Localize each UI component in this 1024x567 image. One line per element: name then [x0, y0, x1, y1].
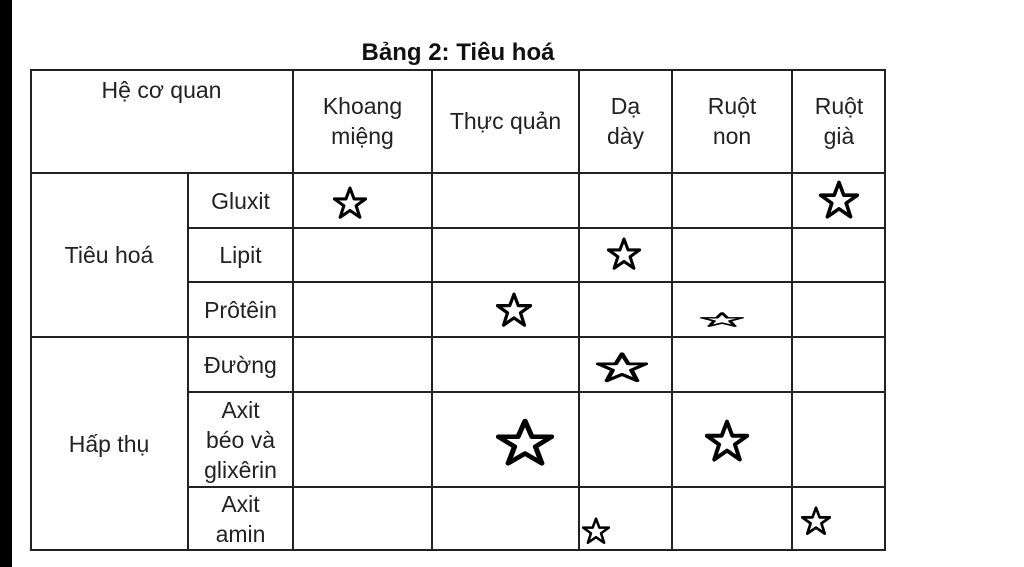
col-khoang-mieng: Khoang miệng	[322, 93, 403, 149]
star-icon	[582, 517, 610, 545]
border-top	[30, 69, 886, 71]
col-ruot-gia: Ruột già	[814, 93, 864, 149]
star-icon	[496, 418, 554, 467]
group-hap-thu: Hấp thụ	[68, 431, 150, 457]
row-duong: Đường	[204, 351, 277, 378]
group-tieu-hoa: Tiêu hoá	[64, 242, 154, 268]
border-bottom	[30, 549, 886, 551]
star-icon	[333, 186, 367, 220]
star-icon	[700, 312, 744, 327]
star-icon	[496, 292, 532, 328]
row-axit-beo: Axit béo và glixêrin	[204, 396, 277, 483]
star-icon	[705, 419, 749, 463]
col-thuc-quan: Thực quản	[449, 108, 562, 134]
star-icon	[801, 506, 831, 536]
rule-col	[671, 69, 673, 551]
row-gluxit: Gluxit	[211, 187, 270, 214]
rule-group	[30, 336, 886, 338]
col-ruot-non: Ruột non	[707, 93, 757, 149]
digestion-table	[30, 69, 886, 551]
row-lipit: Lipit	[219, 242, 262, 268]
col-da-day: Dạ dày	[606, 93, 645, 149]
table-title: Bảng 2: Tiêu hoá	[361, 39, 555, 66]
left-edge-bar	[0, 0, 12, 567]
rule-col	[791, 69, 793, 551]
star-icon	[819, 180, 859, 220]
row-axit-amin: Axit amin	[215, 491, 266, 547]
border-left	[30, 69, 32, 551]
row-protein: Prôtêin	[204, 296, 277, 323]
rule-col	[187, 173, 189, 551]
header-system: Hệ cơ quan	[101, 77, 222, 103]
star-icon	[596, 352, 648, 383]
star-icon	[607, 237, 641, 271]
rule-col	[431, 69, 433, 551]
rule-header	[30, 172, 886, 174]
border-right	[884, 69, 886, 551]
rule-col	[292, 69, 294, 551]
rule-col	[578, 69, 580, 551]
